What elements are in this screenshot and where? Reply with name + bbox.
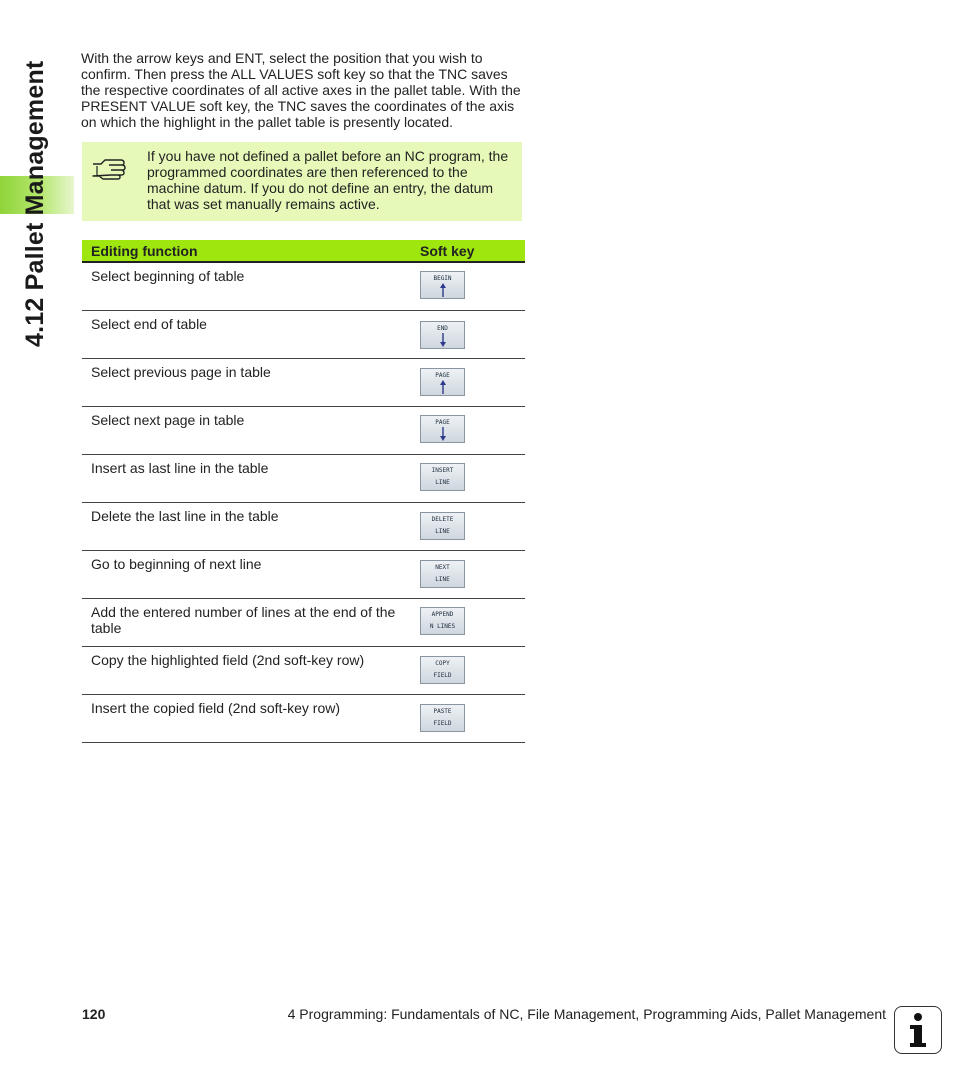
soft-key-label: PASTE [433, 708, 452, 715]
table-row [82, 695, 525, 743]
soft-key-label: PAGE [435, 419, 450, 426]
soft-key-label: NEXT [435, 564, 450, 571]
table-row [82, 455, 525, 503]
table-row [82, 263, 525, 311]
soft-key-label-line2: LINE [435, 576, 450, 583]
intro-paragraph: With the arrow keys and ENT, select the position that you wish to confirm. Then press the ALL VALUES soft key so that the TNC saves the respective coordinates of all active axes in the pallet table. With the PRESENT VALUE soft key, the TNC saves the coordinates of the axis on which the highlight in the pallet table is presently located. [81, 50, 521, 130]
soft-key-page[interactable] [420, 415, 465, 443]
soft-key-label: APPEND [431, 611, 454, 618]
table-row [82, 311, 525, 359]
table-row [82, 359, 525, 407]
soft-key-end[interactable] [420, 321, 465, 349]
row-function-text: Select beginning of table [91, 268, 245, 284]
arrow-up-icon [439, 282, 447, 300]
row-function-text: Select next page in table [91, 412, 245, 428]
note-text: If you have not defined a pallet before an NC program, the programmed coordinates are then referenced to the machine datum. If you do not define an entry, the datum that was set manually remains active. [147, 148, 509, 212]
row-function-text: Copy the highlighted field (2nd soft-key row) [91, 652, 365, 668]
soft-key-insert[interactable] [420, 463, 465, 491]
chapter-footer: 4 Programming: Fundamentals of NC, File Management, Programming Aids, Pallet Management [287, 1006, 886, 1022]
row-function-text: Insert the copied field (2nd soft-key row) [91, 700, 341, 716]
soft-key-next[interactable] [420, 560, 465, 588]
note-box [82, 142, 522, 221]
soft-key-copy[interactable] [420, 656, 465, 684]
table-row [82, 599, 525, 647]
chapter-side-title: 4.12 Pallet Management [21, 60, 49, 347]
soft-key-delete[interactable] [420, 512, 465, 540]
soft-key-label: INSERT [431, 467, 454, 474]
soft-key-label: COPY [435, 660, 450, 667]
row-function-text: Delete the last line in the table [91, 508, 279, 524]
table-row [82, 647, 525, 695]
soft-key-begin[interactable] [420, 271, 465, 299]
soft-key-label-line2: FIELD [433, 672, 452, 679]
table-row [82, 407, 525, 455]
info-icon [894, 1006, 942, 1054]
row-function-text: Add the entered number of lines at the end of the table [91, 604, 396, 636]
row-function-text: Insert as last line in the table [91, 460, 269, 476]
soft-key-label: BEGIN [433, 275, 452, 282]
header-editing-function: Editing function [91, 242, 198, 259]
soft-key-paste[interactable] [420, 704, 465, 732]
soft-key-label-line2: N LINES [429, 623, 456, 630]
row-function-text: Select end of table [91, 316, 207, 332]
soft-key-label: PAGE [435, 372, 450, 379]
header-soft-key: Soft key [420, 242, 475, 259]
arrow-down-icon [439, 332, 447, 350]
arrow-down-icon [439, 426, 447, 444]
soft-key-label: DELETE [431, 516, 454, 523]
soft-key-label-line2: LINE [435, 479, 450, 486]
editing-functions-table [82, 240, 525, 743]
soft-key-label: END [437, 325, 448, 332]
page-number: 120 [82, 1006, 106, 1022]
table-row [82, 503, 525, 551]
row-function-text: Select previous page in table [91, 364, 271, 380]
row-function-text: Go to beginning of next line [91, 556, 262, 572]
soft-key-label-line2: LINE [435, 528, 450, 535]
soft-key-label-line2: FIELD [433, 720, 452, 727]
pointing-hand-icon [91, 154, 131, 185]
table-header [82, 240, 525, 263]
soft-key-page[interactable] [420, 368, 465, 396]
table-row [82, 551, 525, 599]
soft-key-append[interactable] [420, 607, 465, 635]
arrow-up-icon [439, 379, 447, 397]
